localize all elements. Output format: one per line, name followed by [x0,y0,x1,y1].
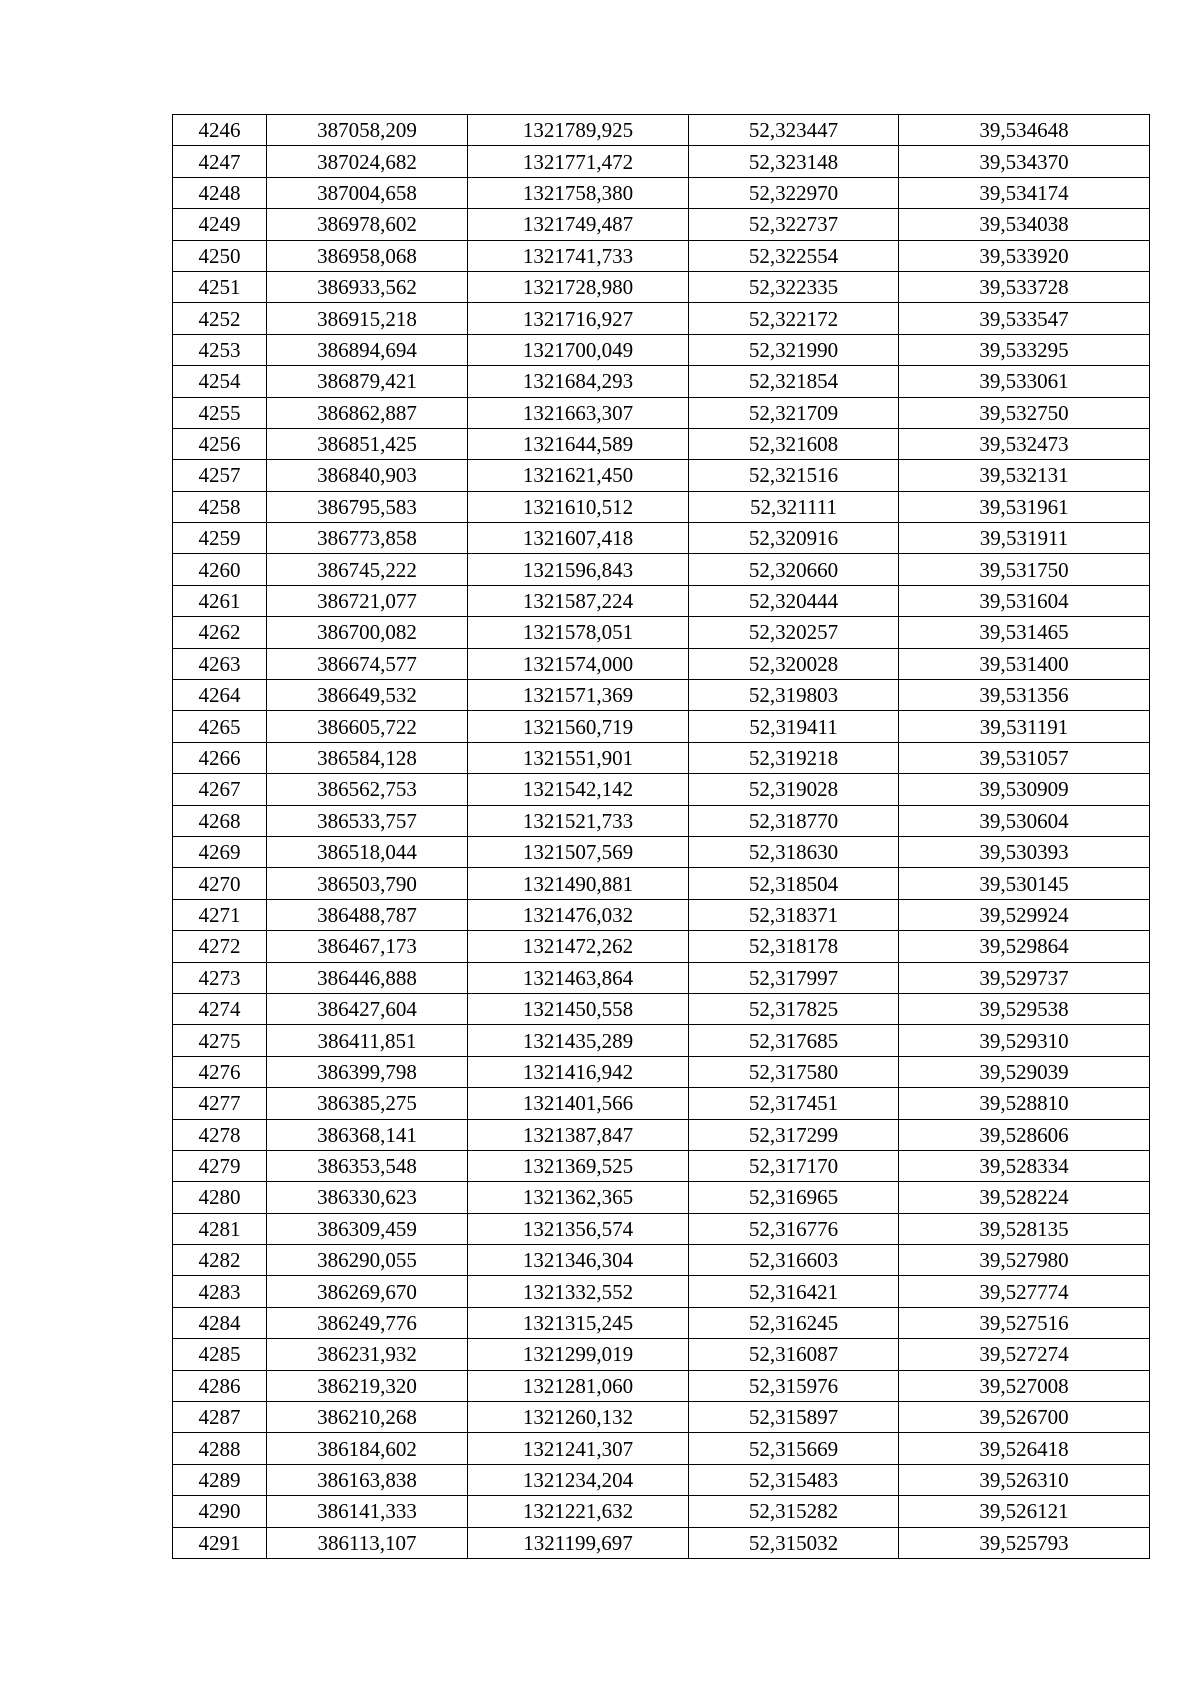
x-coordinate-cell: 386309,459 [267,1213,468,1244]
x-coordinate-cell: 386290,055 [267,1245,468,1276]
table-row [173,868,1150,899]
x-coordinate-cell: 386399,798 [267,1056,468,1087]
point-number-cell: 4264 [173,680,267,711]
latitude-cell: 52,315282 [689,1496,899,1527]
table-row [173,1527,1150,1558]
longitude-cell: 39,534370 [899,146,1150,177]
x-coordinate-cell: 386795,583 [267,491,468,522]
latitude-cell: 52,321709 [689,397,899,428]
latitude-cell: 52,320444 [689,585,899,616]
longitude-cell: 39,534038 [899,209,1150,240]
table-row [173,1025,1150,1056]
point-number-cell: 4282 [173,1245,267,1276]
point-number-cell: 4252 [173,303,267,334]
latitude-cell: 52,321516 [689,460,899,491]
x-coordinate-cell: 386427,604 [267,993,468,1024]
x-coordinate-cell: 386894,694 [267,334,468,365]
longitude-cell: 39,531400 [899,648,1150,679]
table-row [173,460,1150,491]
table-row [173,428,1150,459]
table-row [173,1433,1150,1464]
longitude-cell: 39,531356 [899,680,1150,711]
latitude-cell: 52,318630 [689,836,899,867]
table-row [173,774,1150,805]
longitude-cell: 39,533547 [899,303,1150,334]
y-coordinate-cell: 1321771,472 [468,146,689,177]
table-row [173,177,1150,208]
y-coordinate-cell: 1321416,942 [468,1056,689,1087]
point-number-cell: 4263 [173,648,267,679]
point-number-cell: 4257 [173,460,267,491]
y-coordinate-cell: 1321450,558 [468,993,689,1024]
latitude-cell: 52,319803 [689,680,899,711]
y-coordinate-cell: 1321332,552 [468,1276,689,1307]
latitude-cell: 52,322554 [689,240,899,271]
x-coordinate-cell: 386851,425 [267,428,468,459]
point-number-cell: 4254 [173,366,267,397]
y-coordinate-cell: 1321463,864 [468,962,689,993]
x-coordinate-cell: 386978,602 [267,209,468,240]
point-number-cell: 4251 [173,271,267,302]
x-coordinate-cell: 387004,658 [267,177,468,208]
latitude-cell: 52,321990 [689,334,899,365]
latitude-cell: 52,320660 [689,554,899,585]
longitude-cell: 39,533920 [899,240,1150,271]
x-coordinate-cell: 386879,421 [267,366,468,397]
y-coordinate-cell: 1321596,843 [468,554,689,585]
y-coordinate-cell: 1321749,487 [468,209,689,240]
latitude-cell: 52,315483 [689,1464,899,1495]
coordinates-table-body [173,115,1150,1559]
longitude-cell: 39,532131 [899,460,1150,491]
latitude-cell: 52,321854 [689,366,899,397]
y-coordinate-cell: 1321758,380 [468,177,689,208]
point-number-cell: 4247 [173,146,267,177]
y-coordinate-cell: 1321490,881 [468,868,689,899]
x-coordinate-cell: 386933,562 [267,271,468,302]
y-coordinate-cell: 1321644,589 [468,428,689,459]
x-coordinate-cell: 386674,577 [267,648,468,679]
latitude-cell: 52,315897 [689,1402,899,1433]
x-coordinate-cell: 386141,333 [267,1496,468,1527]
table-row [173,711,1150,742]
x-coordinate-cell: 386219,320 [267,1370,468,1401]
x-coordinate-cell: 386584,128 [267,742,468,773]
table-row [173,1182,1150,1213]
latitude-cell: 52,321608 [689,428,899,459]
y-coordinate-cell: 1321387,847 [468,1119,689,1150]
longitude-cell: 39,529864 [899,931,1150,962]
y-coordinate-cell: 1321472,262 [468,931,689,962]
table-row [173,303,1150,334]
latitude-cell: 52,321111 [689,491,899,522]
latitude-cell: 52,318770 [689,805,899,836]
y-coordinate-cell: 1321435,289 [468,1025,689,1056]
y-coordinate-cell: 1321551,901 [468,742,689,773]
latitude-cell: 52,317997 [689,962,899,993]
longitude-cell: 39,529924 [899,899,1150,930]
x-coordinate-cell: 386700,082 [267,617,468,648]
longitude-cell: 39,530604 [899,805,1150,836]
longitude-cell: 39,526700 [899,1402,1150,1433]
x-coordinate-cell: 386518,044 [267,836,468,867]
latitude-cell: 52,322970 [689,177,899,208]
latitude-cell: 52,316421 [689,1276,899,1307]
y-coordinate-cell: 1321476,032 [468,899,689,930]
y-coordinate-cell: 1321299,019 [468,1339,689,1370]
longitude-cell: 39,530145 [899,868,1150,899]
point-number-cell: 4285 [173,1339,267,1370]
point-number-cell: 4261 [173,585,267,616]
point-number-cell: 4288 [173,1433,267,1464]
y-coordinate-cell: 1321607,418 [468,523,689,554]
x-coordinate-cell: 386915,218 [267,303,468,334]
table-row [173,1307,1150,1338]
y-coordinate-cell: 1321700,049 [468,334,689,365]
longitude-cell: 39,531911 [899,523,1150,554]
latitude-cell: 52,315032 [689,1527,899,1558]
table-row [173,115,1150,146]
y-coordinate-cell: 1321684,293 [468,366,689,397]
latitude-cell: 52,316245 [689,1307,899,1338]
longitude-cell: 39,527774 [899,1276,1150,1307]
longitude-cell: 39,527516 [899,1307,1150,1338]
x-coordinate-cell: 386385,275 [267,1088,468,1119]
latitude-cell: 52,319218 [689,742,899,773]
point-number-cell: 4262 [173,617,267,648]
x-coordinate-cell: 386368,141 [267,1119,468,1150]
latitude-cell: 52,322172 [689,303,899,334]
y-coordinate-cell: 1321362,365 [468,1182,689,1213]
y-coordinate-cell: 1321315,245 [468,1307,689,1338]
x-coordinate-cell: 386605,722 [267,711,468,742]
y-coordinate-cell: 1321521,733 [468,805,689,836]
x-coordinate-cell: 386562,753 [267,774,468,805]
point-number-cell: 4269 [173,836,267,867]
point-number-cell: 4250 [173,240,267,271]
latitude-cell: 52,322335 [689,271,899,302]
longitude-cell: 39,534174 [899,177,1150,208]
table-row [173,585,1150,616]
point-number-cell: 4275 [173,1025,267,1056]
point-number-cell: 4267 [173,774,267,805]
latitude-cell: 52,323447 [689,115,899,146]
point-number-cell: 4258 [173,491,267,522]
y-coordinate-cell: 1321571,369 [468,680,689,711]
point-number-cell: 4270 [173,868,267,899]
table-row [173,271,1150,302]
x-coordinate-cell: 386446,888 [267,962,468,993]
x-coordinate-cell: 386353,548 [267,1150,468,1181]
y-coordinate-cell: 1321574,000 [468,648,689,679]
longitude-cell: 39,527008 [899,1370,1150,1401]
longitude-cell: 39,528606 [899,1119,1150,1150]
y-coordinate-cell: 1321560,719 [468,711,689,742]
point-number-cell: 4287 [173,1402,267,1433]
table-row [173,523,1150,554]
longitude-cell: 39,528810 [899,1088,1150,1119]
latitude-cell: 52,316776 [689,1213,899,1244]
table-row [173,993,1150,1024]
longitude-cell: 39,527274 [899,1339,1150,1370]
table-row [173,962,1150,993]
y-coordinate-cell: 1321356,574 [468,1213,689,1244]
latitude-cell: 52,320028 [689,648,899,679]
longitude-cell: 39,533061 [899,366,1150,397]
y-coordinate-cell: 1321610,512 [468,491,689,522]
longitude-cell: 39,528224 [899,1182,1150,1213]
latitude-cell: 52,319411 [689,711,899,742]
x-coordinate-cell: 386488,787 [267,899,468,930]
latitude-cell: 52,316965 [689,1182,899,1213]
longitude-cell: 39,529538 [899,993,1150,1024]
point-number-cell: 4274 [173,993,267,1024]
table-row [173,1088,1150,1119]
latitude-cell: 52,315976 [689,1370,899,1401]
y-coordinate-cell: 1321663,307 [468,397,689,428]
longitude-cell: 39,531604 [899,585,1150,616]
y-coordinate-cell: 1321542,142 [468,774,689,805]
point-number-cell: 4279 [173,1150,267,1181]
table-row [173,146,1150,177]
y-coordinate-cell: 1321199,697 [468,1527,689,1558]
longitude-cell: 39,531961 [899,491,1150,522]
latitude-cell: 52,322737 [689,209,899,240]
table-row [173,491,1150,522]
x-coordinate-cell: 386210,268 [267,1402,468,1433]
longitude-cell: 39,533295 [899,334,1150,365]
coordinates-table [172,114,1150,1559]
point-number-cell: 4253 [173,334,267,365]
point-number-cell: 4291 [173,1527,267,1558]
y-coordinate-cell: 1321789,925 [468,115,689,146]
point-number-cell: 4286 [173,1370,267,1401]
point-number-cell: 4259 [173,523,267,554]
x-coordinate-cell: 386467,173 [267,931,468,962]
point-number-cell: 4278 [173,1119,267,1150]
table-row [173,1245,1150,1276]
longitude-cell: 39,532750 [899,397,1150,428]
x-coordinate-cell: 386773,858 [267,523,468,554]
x-coordinate-cell: 386113,107 [267,1527,468,1558]
point-number-cell: 4255 [173,397,267,428]
table-row [173,366,1150,397]
longitude-cell: 39,526310 [899,1464,1150,1495]
point-number-cell: 4284 [173,1307,267,1338]
point-number-cell: 4256 [173,428,267,459]
table-row [173,1339,1150,1370]
table-row [173,899,1150,930]
point-number-cell: 4272 [173,931,267,962]
latitude-cell: 52,317299 [689,1119,899,1150]
latitude-cell: 52,317451 [689,1088,899,1119]
x-coordinate-cell: 386163,838 [267,1464,468,1495]
table-row [173,240,1150,271]
x-coordinate-cell: 386330,623 [267,1182,468,1213]
point-number-cell: 4246 [173,115,267,146]
latitude-cell: 52,317685 [689,1025,899,1056]
table-row [173,1402,1150,1433]
longitude-cell: 39,531057 [899,742,1150,773]
table-row [173,805,1150,836]
longitude-cell: 39,527980 [899,1245,1150,1276]
x-coordinate-cell: 386231,932 [267,1339,468,1370]
latitude-cell: 52,317580 [689,1056,899,1087]
latitude-cell: 52,318504 [689,868,899,899]
y-coordinate-cell: 1321241,307 [468,1433,689,1464]
table-row [173,648,1150,679]
longitude-cell: 39,526418 [899,1433,1150,1464]
table-row [173,680,1150,711]
x-coordinate-cell: 386503,790 [267,868,468,899]
y-coordinate-cell: 1321401,566 [468,1088,689,1119]
table-row [173,931,1150,962]
table-row [173,742,1150,773]
y-coordinate-cell: 1321369,525 [468,1150,689,1181]
longitude-cell: 39,533728 [899,271,1150,302]
y-coordinate-cell: 1321221,632 [468,1496,689,1527]
y-coordinate-cell: 1321260,132 [468,1402,689,1433]
y-coordinate-cell: 1321621,450 [468,460,689,491]
point-number-cell: 4281 [173,1213,267,1244]
y-coordinate-cell: 1321281,060 [468,1370,689,1401]
table-row [173,209,1150,240]
longitude-cell: 39,531191 [899,711,1150,742]
table-row [173,334,1150,365]
table-row [173,1464,1150,1495]
longitude-cell: 39,529310 [899,1025,1150,1056]
x-coordinate-cell: 386249,776 [267,1307,468,1338]
x-coordinate-cell: 386745,222 [267,554,468,585]
point-number-cell: 4271 [173,899,267,930]
x-coordinate-cell: 386184,602 [267,1433,468,1464]
table-row [173,1150,1150,1181]
point-number-cell: 4268 [173,805,267,836]
y-coordinate-cell: 1321507,569 [468,836,689,867]
longitude-cell: 39,529737 [899,962,1150,993]
table-row [173,617,1150,648]
latitude-cell: 52,316603 [689,1245,899,1276]
point-number-cell: 4290 [173,1496,267,1527]
x-coordinate-cell: 386721,077 [267,585,468,616]
y-coordinate-cell: 1321587,224 [468,585,689,616]
x-coordinate-cell: 386533,757 [267,805,468,836]
table-row [173,1056,1150,1087]
table-row [173,1119,1150,1150]
x-coordinate-cell: 386411,851 [267,1025,468,1056]
table-row [173,836,1150,867]
table-row [173,554,1150,585]
table-row [173,1370,1150,1401]
longitude-cell: 39,528334 [899,1150,1150,1181]
latitude-cell: 52,316087 [689,1339,899,1370]
longitude-cell: 39,530393 [899,836,1150,867]
y-coordinate-cell: 1321578,051 [468,617,689,648]
longitude-cell: 39,531750 [899,554,1150,585]
latitude-cell: 52,320257 [689,617,899,648]
table-row [173,1496,1150,1527]
point-number-cell: 4276 [173,1056,267,1087]
y-coordinate-cell: 1321716,927 [468,303,689,334]
latitude-cell: 52,318178 [689,931,899,962]
point-number-cell: 4265 [173,711,267,742]
y-coordinate-cell: 1321234,204 [468,1464,689,1495]
point-number-cell: 4249 [173,209,267,240]
table-row [173,1213,1150,1244]
latitude-cell: 52,318371 [689,899,899,930]
longitude-cell: 39,534648 [899,115,1150,146]
latitude-cell: 52,320916 [689,523,899,554]
latitude-cell: 52,319028 [689,774,899,805]
x-coordinate-cell: 386958,068 [267,240,468,271]
point-number-cell: 4273 [173,962,267,993]
x-coordinate-cell: 386840,903 [267,460,468,491]
longitude-cell: 39,528135 [899,1213,1150,1244]
longitude-cell: 39,526121 [899,1496,1150,1527]
x-coordinate-cell: 387058,209 [267,115,468,146]
longitude-cell: 39,530909 [899,774,1150,805]
point-number-cell: 4266 [173,742,267,773]
x-coordinate-cell: 386269,670 [267,1276,468,1307]
longitude-cell: 39,529039 [899,1056,1150,1087]
latitude-cell: 52,317170 [689,1150,899,1181]
longitude-cell: 39,525793 [899,1527,1150,1558]
latitude-cell: 52,323148 [689,146,899,177]
x-coordinate-cell: 386649,532 [267,680,468,711]
table-row [173,1276,1150,1307]
y-coordinate-cell: 1321741,733 [468,240,689,271]
longitude-cell: 39,531465 [899,617,1150,648]
point-number-cell: 4248 [173,177,267,208]
table-row [173,397,1150,428]
latitude-cell: 52,315669 [689,1433,899,1464]
x-coordinate-cell: 387024,682 [267,146,468,177]
point-number-cell: 4283 [173,1276,267,1307]
point-number-cell: 4280 [173,1182,267,1213]
latitude-cell: 52,317825 [689,993,899,1024]
y-coordinate-cell: 1321728,980 [468,271,689,302]
point-number-cell: 4277 [173,1088,267,1119]
x-coordinate-cell: 386862,887 [267,397,468,428]
point-number-cell: 4260 [173,554,267,585]
longitude-cell: 39,532473 [899,428,1150,459]
point-number-cell: 4289 [173,1464,267,1495]
y-coordinate-cell: 1321346,304 [468,1245,689,1276]
